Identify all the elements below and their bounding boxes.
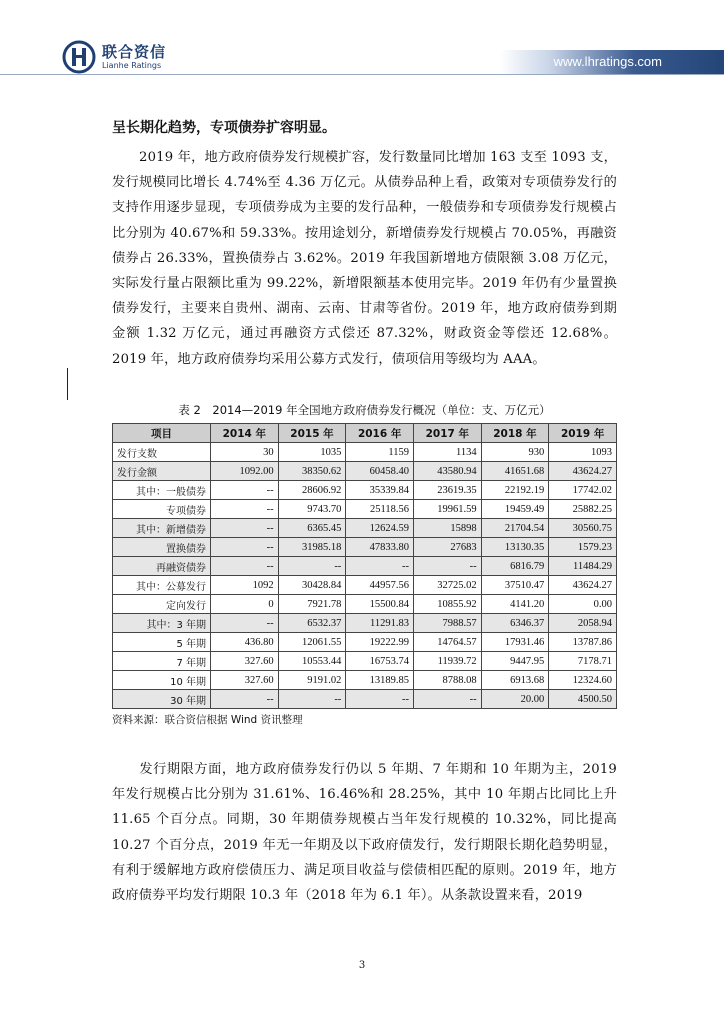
table-cell: 17931.46: [481, 633, 549, 652]
table-cell: 4500.50: [549, 690, 617, 709]
table-header-row: [113, 424, 617, 443]
table-cell: 31985.18: [278, 538, 346, 557]
row-label: 专项债券: [113, 500, 211, 519]
table-cell: --: [211, 614, 279, 633]
table-cell: 14764.57: [413, 633, 481, 652]
table-row: [113, 671, 617, 690]
table-cell: 38350.62: [278, 462, 346, 481]
page-header: [0, 0, 724, 90]
table-cell: 7921.78: [278, 595, 346, 614]
table-cell: 10553.44: [278, 652, 346, 671]
col-header-item: 项目: [113, 424, 211, 443]
website-url[interactable]: www.lhratings.com: [553, 54, 662, 69]
table-cell: 0.00: [549, 595, 617, 614]
table-cell: 1093: [549, 443, 617, 462]
paragraph-issuance-overview: [112, 145, 617, 372]
header-divider: [0, 74, 724, 75]
table-cell: 4141.20: [481, 595, 549, 614]
table-row: [113, 690, 617, 709]
table-row: [113, 633, 617, 652]
row-label: 5 年期: [113, 633, 211, 652]
table-row: [113, 443, 617, 462]
table-cell: --: [278, 557, 346, 576]
row-label: 再融资债券: [113, 557, 211, 576]
table-cell: 10855.92: [413, 595, 481, 614]
table-cell: 43580.94: [413, 462, 481, 481]
table-cell: 13189.85: [346, 671, 414, 690]
table-cell: --: [211, 690, 279, 709]
row-label: 其中：3 年期: [113, 614, 211, 633]
table-row: [113, 576, 617, 595]
table-cell: --: [211, 481, 279, 500]
table-row: [113, 462, 617, 481]
table-cell: 1134: [413, 443, 481, 462]
row-label: 30 年期: [113, 690, 211, 709]
company-logo: [62, 40, 166, 74]
table-cell: 43624.27: [549, 462, 617, 481]
table-caption: 表 2 2014—2019 年全国地方政府债券发行概况（单位：支、万亿元）: [178, 403, 551, 417]
logo-english-name: Lianhe Ratings: [102, 60, 162, 70]
url-banner: [500, 50, 724, 74]
section-heading: 呈长期化趋势，专项债券扩容明显。: [112, 120, 336, 136]
table-cell: 16753.74: [346, 652, 414, 671]
table-cell: 47833.80: [346, 538, 414, 557]
table-row: [113, 614, 617, 633]
table-cell: --: [211, 557, 279, 576]
table-cell: 28606.92: [278, 481, 346, 500]
table-cell: --: [211, 500, 279, 519]
table-cell: 9743.70: [278, 500, 346, 519]
table-cell: --: [413, 690, 481, 709]
table-cell: 13130.35: [481, 538, 549, 557]
table-cell: 43624.27: [549, 576, 617, 595]
table-cell: --: [413, 557, 481, 576]
table-cell: 23619.35: [413, 481, 481, 500]
row-label: 7 年期: [113, 652, 211, 671]
table-cell: 6913.68: [481, 671, 549, 690]
table-cell: 11939.72: [413, 652, 481, 671]
table-cell: 9191.02: [278, 671, 346, 690]
table-cell: 436.80: [211, 633, 279, 652]
table-cell: 44957.56: [346, 576, 414, 595]
table-row: [113, 519, 617, 538]
table-cell: 22192.19: [481, 481, 549, 500]
table-cell: 35339.84: [346, 481, 414, 500]
row-label: 发行支数: [113, 443, 211, 462]
table-cell: --: [346, 557, 414, 576]
table-cell: 8788.08: [413, 671, 481, 690]
table-cell: 60458.40: [346, 462, 414, 481]
row-label: 其中：一般债券: [113, 481, 211, 500]
table-source-note: 资料来源：联合资信根据 Wind 资讯整理: [112, 714, 303, 726]
row-label: 置换债券: [113, 538, 211, 557]
table-row: [113, 595, 617, 614]
paragraph-maturity: [112, 757, 617, 908]
table-cell: 30: [211, 443, 279, 462]
table-cell: 6365.45: [278, 519, 346, 538]
table-cell: 1035: [278, 443, 346, 462]
table-row: [113, 481, 617, 500]
table-cell: 19222.99: [346, 633, 414, 652]
table-cell: --: [211, 538, 279, 557]
paragraph-1-text: 2019 年，地方政府债券发行规模扩容，发行数量同比增加 163 支至 1093 支，发行规模同比增长 4.74%至 4.36 万亿元。从债券品种上看，政策对专项债券发行的支持作用逐步显现，专项债券成为主要的发行品种，一般债券和专项债券发行规模占比分别为 40.67%和 59.33%。按用途划分，新增债券发行规模占 70.05%，再融资债券占 26.33%，置换债券占 3.62%。2019 年我国新增地方债限额 3.08 万亿元，实际发行量占限额比重为 99.22%，新增限额基本使用完毕。2019 年仍有少量置换债券发行，主要来自贵州、湖南、云南、甘肃等省份。2019 年，地方政府债券到期金额 1.32 万亿元，通过再融资方式偿还 87.32%，财政资金等偿还 12.68%。2019 年，地方政府债券均采用公募方式发行，债项信用等级均为 AAA。: [112, 150, 617, 367]
page-number: 3: [358, 960, 366, 971]
logo-chinese-name: 联合资信: [102, 42, 167, 61]
table-cell: 21704.54: [481, 519, 549, 538]
table-cell: 13787.86: [549, 633, 617, 652]
table-cell: 12624.59: [346, 519, 414, 538]
table-cell: 11291.83: [346, 614, 414, 633]
table-cell: 0: [211, 595, 279, 614]
table-row: [113, 652, 617, 671]
table-cell: 32725.02: [413, 576, 481, 595]
margin-change-bar: [67, 368, 68, 400]
row-label: 其中：新增债券: [113, 519, 211, 538]
table-cell: 7988.57: [413, 614, 481, 633]
table-cell: --: [211, 519, 279, 538]
col-header-2019: 2019 年: [549, 424, 617, 443]
bond-issuance-table: [112, 423, 617, 709]
row-label: 定向发行: [113, 595, 211, 614]
table-cell: 17742.02: [549, 481, 617, 500]
table-cell: 9447.95: [481, 652, 549, 671]
table-cell: 11484.29: [549, 557, 617, 576]
table-cell: 41651.68: [481, 462, 549, 481]
table-row: [113, 538, 617, 557]
table-cell: 6346.37: [481, 614, 549, 633]
table-cell: 1579.23: [549, 538, 617, 557]
table-row: [113, 500, 617, 519]
col-header-2014: 2014 年: [211, 424, 279, 443]
table-cell: 30428.84: [278, 576, 346, 595]
table-cell: 1092: [211, 576, 279, 595]
table-cell: --: [278, 690, 346, 709]
table-cell: 6532.37: [278, 614, 346, 633]
col-header-2015: 2015 年: [278, 424, 346, 443]
table-cell: 327.60: [211, 671, 279, 690]
table-cell: 19459.49: [481, 500, 549, 519]
table-cell: 15500.84: [346, 595, 414, 614]
table-cell: 6816.79: [481, 557, 549, 576]
table-cell: 327.60: [211, 652, 279, 671]
table-cell: 7178.71: [549, 652, 617, 671]
table-cell: 25118.56: [346, 500, 414, 519]
table-cell: 12324.60: [549, 671, 617, 690]
paragraph-2-text: 发行期限方面，地方政府债券发行仍以 5 年期、7 年期和 10 年期为主，2019 年发行规模占比分别为 31.61%、16.46%和 28.25%，其中 10 年期占比同比上升 11.65 个百分点。同期，30 年期债券规模占当年发行规模的 10.32%，同比提高 10.27 个百分点，2019 年无一年期及以下政府债发行，发行期限长期化趋势明显，有利于缓解地方政府偿债压力、满足项目收益与偿债相匹配的原则。2019 年，地方政府债券平均发行期限 10.3 年（2018 年为 6.1 年）。从条款设置来看，2019: [112, 762, 617, 904]
row-label: 其中：公募发行: [113, 576, 211, 595]
lianhe-logo-icon: [62, 40, 96, 74]
table-cell: 19961.59: [413, 500, 481, 519]
table-cell: 25882.25: [549, 500, 617, 519]
table-cell: 12061.55: [278, 633, 346, 652]
col-header-2016: 2016 年: [346, 424, 414, 443]
row-label: 发行金额: [113, 462, 211, 481]
table-cell: 2058.94: [549, 614, 617, 633]
col-header-2018: 2018 年: [481, 424, 549, 443]
table-cell: 1159: [346, 443, 414, 462]
table-cell: 20.00: [481, 690, 549, 709]
table-cell: 30560.75: [549, 519, 617, 538]
col-header-2017: 2017 年: [413, 424, 481, 443]
table-cell: 27683: [413, 538, 481, 557]
table-cell: 1092.00: [211, 462, 279, 481]
table-cell: 15898: [413, 519, 481, 538]
table-cell: --: [346, 690, 414, 709]
row-label: 10 年期: [113, 671, 211, 690]
table-row: [113, 557, 617, 576]
table-cell: 930: [481, 443, 549, 462]
table-cell: 37510.47: [481, 576, 549, 595]
